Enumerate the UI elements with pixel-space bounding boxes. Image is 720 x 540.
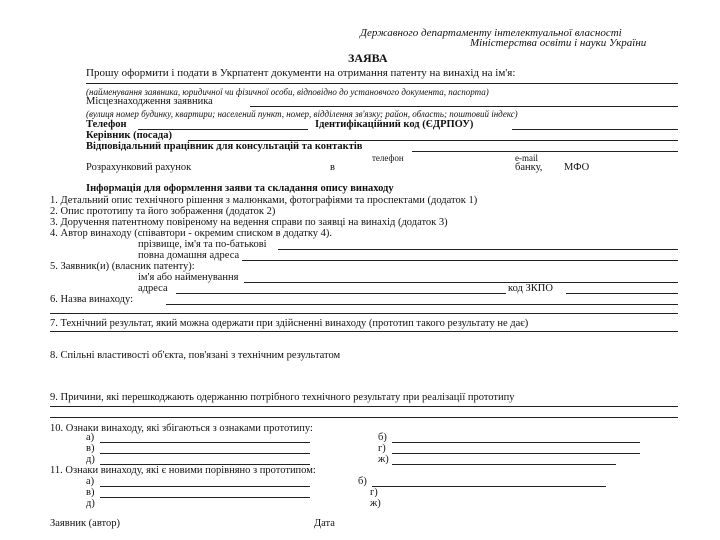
reasons-line-1[interactable] <box>50 406 678 407</box>
item-9: 9. Причини, які перешкоджають одержанню потрібного технічного результату при реалізації прототипу <box>50 392 515 403</box>
owner-address-line[interactable] <box>176 293 506 294</box>
item-10: 10. Ознаки винаходу, які збігаються з ознаками прототипу: <box>50 423 313 434</box>
item10-letter-a: а) <box>86 432 95 443</box>
head-label: Керівник (посада) <box>86 130 172 141</box>
form-title: ЗАЯВА <box>348 51 388 65</box>
mfo-label: МФО <box>564 162 590 173</box>
item10-line-g[interactable] <box>392 453 640 454</box>
item-8: 8. Спільні властивості об'єкта, пов'язані з технічним результатом <box>50 350 341 361</box>
item10-line-a[interactable] <box>100 442 310 443</box>
item10-line-zh[interactable] <box>392 464 616 465</box>
bank-label: банку, <box>515 162 543 173</box>
item10-letter-zh: ж) <box>378 454 389 465</box>
reasons-line-2[interactable] <box>50 417 678 418</box>
edrpou-label: код ЗКПО <box>508 283 553 294</box>
item10-line-v[interactable] <box>100 453 310 454</box>
item10-letter-g: г) <box>378 443 386 454</box>
applicant-signature-label: Заявник (автор) <box>50 518 120 529</box>
applicant-name-line[interactable] <box>86 83 678 84</box>
item11-letter-zh: ж) <box>370 498 381 509</box>
code-label: Ідентифікаційний код (ЄДРПОУ) <box>315 119 474 130</box>
account-label: Розрахунковий рахунок <box>86 162 192 173</box>
location-line[interactable] <box>250 106 678 107</box>
item11-letter-a: а) <box>86 476 95 487</box>
item-11: 11. Ознаки винаходу, які є новими порівняно з прототипом: <box>50 465 316 476</box>
item-3: 3. Доручення патентному повіреному на ведення справи по заявці на винахід (додаток 3) <box>50 217 448 228</box>
owner-name-line[interactable] <box>244 282 678 283</box>
author-name-line[interactable] <box>278 249 678 250</box>
owner-name-label: ім'я або найменування <box>138 272 239 283</box>
item-5: 5. Заявник(и) (власник патенту): <box>50 261 195 272</box>
code-line[interactable] <box>512 129 678 130</box>
info-heading: Інформація для оформлення заяви та складання опису винаходу <box>86 183 394 194</box>
item11-line-b[interactable] <box>372 486 606 487</box>
item11-line-v[interactable] <box>100 497 310 498</box>
org-line-1: Державного департаменту інтелектуальної власності <box>360 27 622 39</box>
item10-letter-d: д) <box>86 454 95 465</box>
item-2: 2. Опис прототипу та його зображення (додаток 2) <box>50 206 276 217</box>
email-sub: e-mail <box>515 153 538 163</box>
item11-letter-g: г) <box>370 487 378 498</box>
item-6: 6. Назва винаходу: <box>50 294 134 305</box>
responsible-line[interactable] <box>412 151 678 152</box>
author-address-line[interactable] <box>242 260 678 261</box>
org-line-2: Міністерства освіти і науки України <box>470 37 647 49</box>
title-line-2[interactable] <box>50 313 678 314</box>
item10-letter-v: в) <box>86 443 95 454</box>
item-4: 4. Автор винаходу (співавтори - окремим списком в додатку 4). <box>50 228 333 239</box>
author-address-label: повна домашня адреса <box>138 250 240 261</box>
phone-label: Телефон <box>86 119 127 130</box>
location-hint: (вулиця номер будинку, квартири; населений пункт, номер, відділення зв'язку; район, область; поштовий індекс) <box>86 109 518 119</box>
item11-letter-d: д) <box>86 498 95 509</box>
title-line-1[interactable] <box>166 304 678 305</box>
applicant-hint: (найменування заявника, юридичної чи фізичної особи, відповідно до установчого документа, паспорта) <box>86 87 489 97</box>
in-label: в <box>330 162 335 173</box>
phone-sub: телефон <box>372 153 404 163</box>
author-name-label: прізвище, ім'я та по-батькові <box>138 239 267 250</box>
item11-letter-v: в) <box>86 487 95 498</box>
responsible-label: Відповідальний працівник для консультацій та контактів <box>86 141 363 152</box>
result-line[interactable] <box>50 331 678 332</box>
item-7: 7. Технічний результат, який можна одержати при здійсненні винаходу (прототип такого результату не дає) <box>50 318 529 329</box>
item11-letter-b: б) <box>358 476 367 487</box>
owner-address-label: адреса <box>138 283 168 294</box>
item11-line-a[interactable] <box>100 486 310 487</box>
item10-line-b[interactable] <box>392 442 640 443</box>
item-1: 1. Детальний опис технічного рішення з малюнками, фотографіями та проспектами (додаток 1) <box>50 195 478 206</box>
item10-letter-b: б) <box>378 432 387 443</box>
location-label: Місцезнаходження заявника <box>86 96 213 107</box>
request-text: Прошу оформити і подати в Укрпатент документи на отримання патенту на винахід на ім'я: <box>86 67 516 79</box>
edrpou-line[interactable] <box>566 293 678 294</box>
date-label: Дата <box>314 518 335 529</box>
